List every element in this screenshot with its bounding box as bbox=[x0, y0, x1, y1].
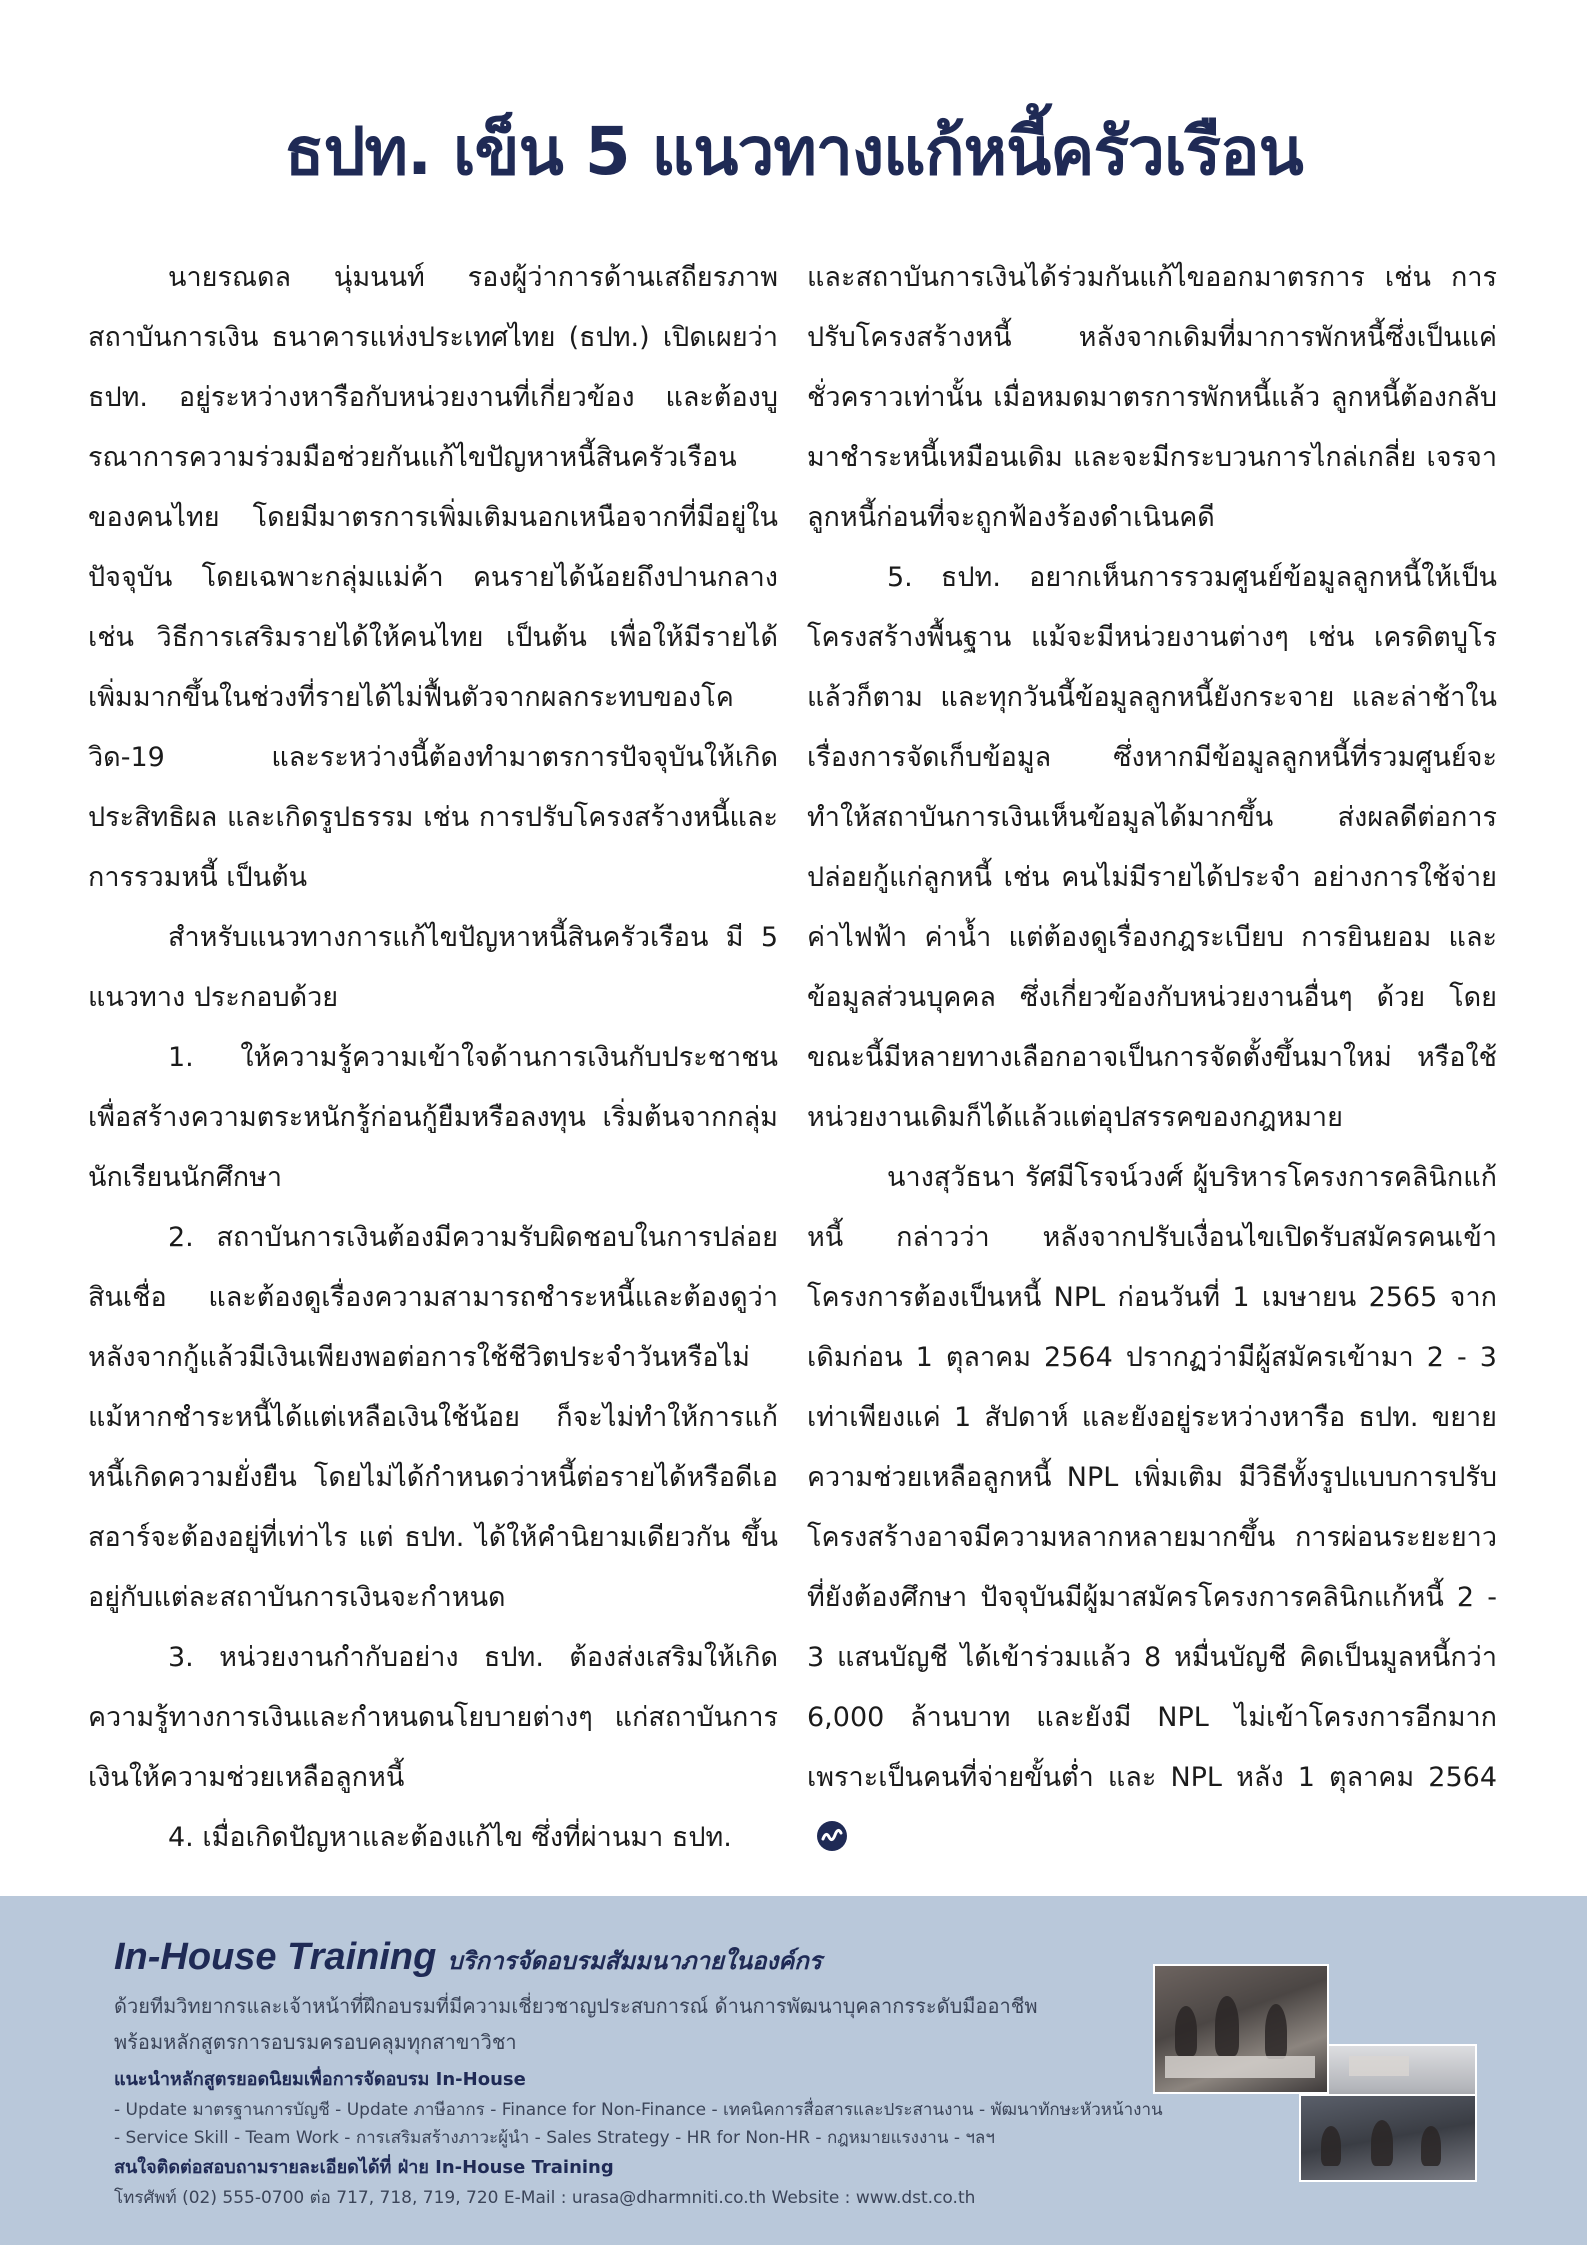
paragraph-intro: นายรณดล นุ่มนนท์ รองผู้ว่าการด้านเสถียรภาพสถาบันการเงิน ธนาคารแห่งประเทศไทย (ธปท.) เปิดเผยว่า ธปท. อยู่ระหว่างหารือกับหน่วยงานที่เกี่ยวข้อง และต้องบูรณาการความร่วมมือช่วยกันแก้ไขปัญหาหนี้สินครัวเรือนของคนไทย โดยมีมาตรการเพิ่มเติมนอกเหนือจากที่มีอยู่ในปัจจุบัน โดยเฉพาะกลุ่มแม่ค้า คนรายได้น้อยถึงปานกลาง เช่น วิธีการเสริมรายได้ให้คนไทย เป็นต้น เพื่อให้มีรายได้เพิ่มมากขึ้นในช่วงที่รายได้ไม่ฟื้นตัวจากผลกระทบของโควิด-19 และระหว่างนี้ต้องทำมาตรการปัจจุบันให้เกิดประสิทธิผล และเกิดรูปธรรม เช่น การปรับโครงสร้างหนี้และการรวมหนี้ เป็นต้น bbox=[88, 262, 778, 893]
debt-clinic-text: นางสุวัธนา รัศมีโรจน์วงศ์ ผู้บริหารโครงการคลินิกแก้หนี้ กล่าวว่า หลังจากปรับเงื่อนไขเปิดรับสมัครคนเข้าโครงการต้องเป็นหนี้ NPL ก่อนวันที่ 1 เมษายน 2565 จากเดิมก่อน 1 ตุลาคม 2564 ปรากฏว่ามีผู้สมัครเข้ามา 2 - 3 เท่าเพียงแค่ 1 สัปดาห์ และยังอยู่ระหว่างหารือ ธปท. ขยายความช่วยเหลือลูกหนี้ NPL เพิ่มเติม มีวิธีทั้งรูปแบบการปรับโครงสร้างอาจมีความหลากหลายมากขึ้น การผ่อนระยะยาวที่ยังต้องศึกษา ปัจจุบันมีผู้มาสมัครโครงการคลินิกแก้หนี้ 2 - 3 แสนบัญชี ได้เข้าร่วมแล้ว 8 หมื่นบัญชี คิดเป็นมูลหนี้กว่า 6,000 ล้านบาท และยังมี NPL ไม่เข้าโครงการอีกมาก เพราะเป็นคนที่จ่ายขั้นต่ำ และ NPL หลัง 1 ตุลาคม 2564 bbox=[807, 1162, 1497, 1793]
training-photo-3 bbox=[1299, 2094, 1477, 2182]
training-photo-1 bbox=[1153, 1964, 1329, 2094]
paragraph-item-3: 3. หน่วยงานกำกับอย่าง ธปท. ต้องส่งเสริมให้เกิดความรู้ทางการเงินและกำหนดนโยบายต่างๆ แก่สถาบันการเงินให้ความช่วยเหลือลูกหนี้ bbox=[88, 1642, 778, 1793]
article-left-column bbox=[88, 248, 778, 1868]
brand-end-mark-icon bbox=[817, 1821, 847, 1851]
footer-courses-line-2: - Service Skill - Team Work - การเสริมสร้างภาวะผู้นำ - Sales Strategy - HR for Non-HR - กฎหมายแรงงาน - ฯลฯ bbox=[114, 2128, 995, 2148]
paragraph-guidelines-lead: สำหรับแนวทางการแก้ไขปัญหาหนี้สินครัวเรือน มี 5 แนวทาง ประกอบด้วย bbox=[88, 922, 778, 1013]
footer-courses-heading: แนะนำหลักสูตรยอดนิยมเพื่อการจัดอบรม In-House bbox=[114, 2069, 526, 2090]
footer-contact-details: โทรศัพท์ (02) 555-0700 ต่อ 717, 718, 719, 720 E-Mail : urasa@dharmniti.co.th Website : www.dst.co.th bbox=[114, 2188, 976, 2208]
paragraph-item-2: 2. สถาบันการเงินต้องมีความรับผิดชอบในการปล่อยสินเชื่อ และต้องดูเรื่องความสามารถชำระหนี้และต้องดูว่าหลังจากกู้แล้วมีเงินเพียงพอต่อการใช้ชีวิตประจำวันหรือไม่ แม้หากชำระหนี้ได้แต่เหลือเงินใช้น้อย ก็จะไม่ทำให้การแก้หนี้เกิดความยั่งยืน โดยไม่ได้กำหนดว่าหนี้ต่อรายได้หรือดีเอสอาร์จะต้องอยู่ที่เท่าไร แต่ ธปท. ได้ให้คำนิยามเดียวกัน ขึ้นอยู่กับแต่ละสถาบันการเงินจะกำหนด bbox=[88, 1222, 778, 1613]
footer-title-row bbox=[114, 1936, 822, 1980]
footer-courses-line-1: - Update มาตรฐานการบัญชี - Update ภาษีอากร - Finance for Non-Finance - เทคนิคการสื่อสารและประสานงาน - พัฒนาทักษะหัวหน้างาน bbox=[114, 2100, 1163, 2120]
paragraph-item-4-continued: และสถาบันการเงินได้ร่วมกันแก้ไขออกมาตรการ เช่น การปรับโครงสร้างหนี้ หลังจากเดิมที่มาการพักหนี้ซึ่งเป็นแค่ชั่วคราวเท่านั้น เมื่อหมดมาตรการพักหนี้แล้ว ลูกหนี้ต้องกลับมาชำระหนี้เหมือนเดิม และจะมีกระบวนการไกล่เกลี่ย เจรจาลูกหนี้ก่อนที่จะถูกฟ้องร้องดำเนินคดี bbox=[807, 262, 1497, 533]
paragraph-item-4: 4. เมื่อเกิดปัญหาและต้องแก้ไข ซึ่งที่ผ่านมา ธปท. bbox=[168, 1822, 732, 1853]
paragraph-item-5: 5. ธปท. อยากเห็นการรวมศูนย์ข้อมูลลูกหนี้ให้เป็นโครงสร้างพื้นฐาน แม้จะมีหน่วยงานต่างๆ เช่น เครดิตบูโร แล้วก็ตาม และทุกวันนี้ข้อมูลลูกหนี้ยังกระจาย และล่าช้าในเรื่องการจัดเก็บข้อมูล ซึ่งหากมีข้อมูลลูกหนี้ที่รวมศูนย์จะทำให้สถาบันการเงินเห็นข้อมูลได้มากขึ้น ส่งผลดีต่อการปล่อยกู้แก่ลูกหนี้ เช่น คนไม่มีรายได้ประจำ อย่างการใช้จ่ายค่าไฟฟ้า ค่าน้ำ แต่ต้องดูเรื่องกฎระเบียบ การยินยอม และข้อมูลส่วนบุคคล ซึ่งเกี่ยวข้องกับหน่วยงานอื่นๆ ด้วย โดยขณะนี้มีหลายทางเลือกอาจเป็นการจัดตั้งขึ้นมาใหม่ หรือใช้หน่วยงานเดิมก็ได้แล้วแต่อุปสรรคของกฎหมาย bbox=[807, 562, 1497, 1133]
footer-brand: In-House Training bbox=[114, 1936, 437, 1978]
article-title: ธปท. เข็น 5 แนวทางแก้หนี้ครัวเรือน bbox=[284, 113, 1303, 190]
article-right-column bbox=[807, 248, 1497, 1868]
footer-banner bbox=[0, 1896, 1587, 2245]
paragraph-debt-clinic bbox=[807, 1148, 1497, 1868]
footer-description-2: พร้อมหลักสูตรการอบรมครอบคลุมทุกสาขาวิชา bbox=[114, 2030, 517, 2054]
footer-contact-heading: สนใจติดต่อสอบถามรายละเอียดได้ที่ ฝ่าย In-House Training bbox=[114, 2157, 614, 2178]
paragraph-item-1: 1. ให้ความรู้ความเข้าใจด้านการเงินกับประชาชน เพื่อสร้างความตระหนักรู้ก่อนกู้ยืมหรือลงทุน เริ่มต้นจากกลุ่มนักเรียนนักศึกษา bbox=[88, 1042, 778, 1193]
footer-subtitle: บริการจัดอบรมสัมมนาภายในองค์กร bbox=[447, 1947, 822, 1975]
footer-description-1: ด้วยทีมวิทยากรและเจ้าหน้าที่ฝึกอบรมที่มีความเชี่ยวชาญประสบการณ์ ด้านการพัฒนาบุคลากรระดับมืออาชีพ bbox=[114, 1994, 1038, 2018]
